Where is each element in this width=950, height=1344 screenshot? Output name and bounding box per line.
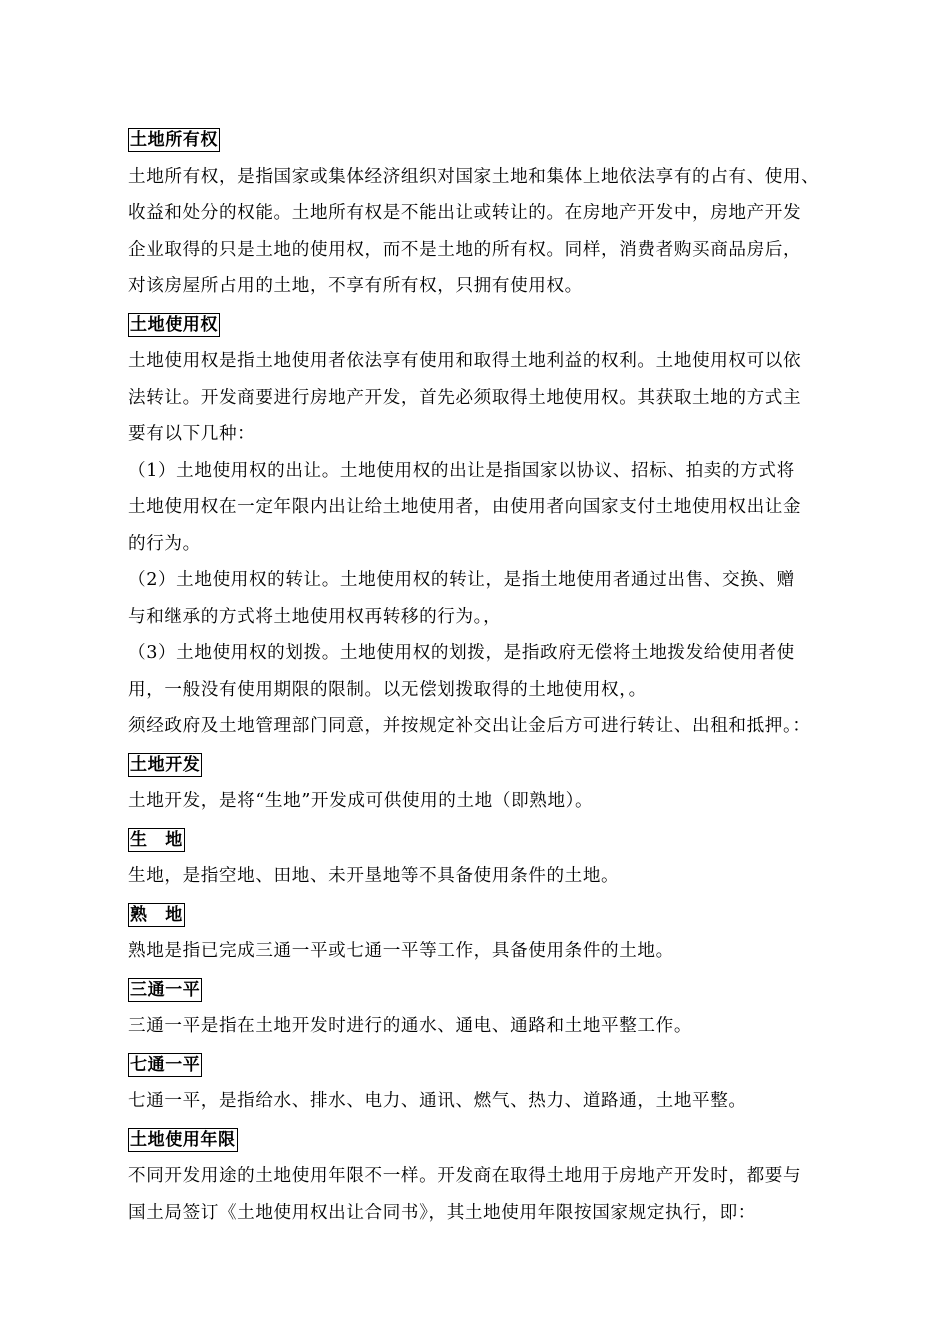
text-line: 土地所有权，是指国家或集体经济组织对国家土地和集体上地依法享有的占有、使用、	[128, 166, 820, 187]
paragraph	[128, 343, 868, 745]
text-line: （2）土地使用权的转让。土地使用权的转让，是指土地使用者通过出售、交换、赠	[128, 570, 795, 590]
paragraph	[128, 783, 868, 820]
text-line: 的行为。	[128, 533, 201, 554]
text-line: 熟地是指已完成三通一平或七通一平等工作，具备使用条件的土地。	[128, 941, 674, 961]
section-heading: 土地使用年限	[130, 1129, 236, 1150]
paragraph	[128, 933, 868, 970]
section-heading: 土地开发	[130, 754, 201, 775]
section-land-ownership	[128, 120, 868, 305]
section-heading: 生 地	[130, 829, 183, 850]
text-line: 与和继承的方式将土地使用权再转移的行为。，	[128, 606, 502, 627]
text-line: 国土局签订《土地使用权出让合同书》，其土地使用年限按国家规定执行，即：	[128, 1202, 756, 1223]
paragraph	[128, 1083, 868, 1120]
section-developed-land	[128, 895, 868, 970]
text-line: 三通一平是指在土地开发时进行的通水、通电、通路和土地平整工作。	[128, 1016, 693, 1036]
text-line: 生地，是指空地、田地、未开垦地等不具备使用条件的土地。	[128, 866, 620, 886]
text-line: 土地使用权在一定年限内出让给土地使用者，由使用者向国家支付土地使用权出让金	[128, 497, 802, 517]
section-land-use-term	[128, 1120, 868, 1232]
section-raw-land	[128, 820, 868, 895]
text-line: 七通一平，是指给水、排水、电力、通讯、燃气、热力、道路通，土地平整。	[128, 1091, 747, 1111]
section-heading: 土地所有权	[130, 130, 218, 150]
text-line: 不同开发用途的土地使用年限不一样。开发商在取得土地用于房地产开发时，都要与	[128, 1166, 802, 1186]
section-heading: 土地使用权	[130, 314, 218, 335]
section-land-use-right	[128, 305, 868, 745]
paragraph	[128, 858, 868, 895]
paragraph	[128, 1158, 868, 1231]
text-line: 用，一般没有使用期限的限制。以无偿划拨取得的土地使用权，。	[128, 679, 647, 700]
text-line: 要有以下几种：	[128, 424, 256, 444]
text-line: 收益和处分的权能。土地所有权是不能出让或转让的。在房地产开发中，房地产开发	[128, 203, 802, 223]
section-heading: 熟 地	[130, 904, 183, 925]
text-line: 企业取得的只是土地的使用权，而不是土地的所有权。同样，消费者购买商品房后，	[128, 239, 802, 260]
text-line: 须经政府及土地管理部门同意，并按规定补交出让金后方可进行转让、出租和抵押。：	[128, 716, 811, 736]
text-line: 法转让。开发商要进行房地产开发，首先必须取得土地使用权。其获取土地的方式主	[128, 387, 802, 408]
text-line: （3）土地使用权的划拨。土地使用权的划拨，是指政府无偿将土地拨发给使用者使	[128, 643, 795, 663]
section-heading: 三通一平	[130, 979, 201, 1000]
paragraph	[128, 1008, 868, 1045]
text-line: 对该房屋所占用的土地，不享有所有权，只拥有使用权。	[128, 276, 583, 296]
text-line: （1）土地使用权的出让。土地使用权的出让是指国家以协议、招标、拍卖的方式将	[128, 460, 795, 481]
section-seven-connections	[128, 1045, 868, 1120]
section-three-connections	[128, 970, 868, 1045]
text-line: 土地开发，是将“生地”开发成可供使用的土地（即熟地）。	[128, 791, 594, 811]
section-land-development	[128, 745, 868, 820]
paragraph	[128, 159, 868, 305]
text-line: 土地使用权是指土地使用者依法享有使用和取得土地利益的权利。土地使用权可以依	[128, 351, 802, 371]
document-page	[128, 120, 868, 1231]
section-heading: 七通一平	[130, 1054, 201, 1075]
